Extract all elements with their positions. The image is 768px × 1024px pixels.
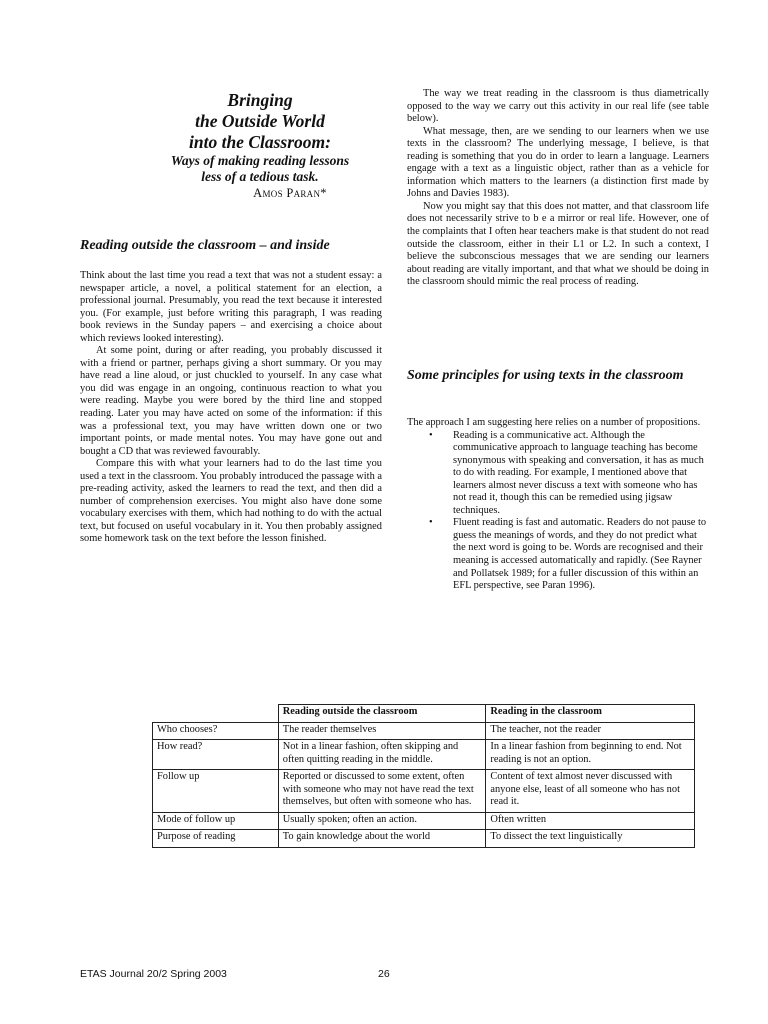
table-cell: Who chooses?: [153, 722, 279, 740]
table-cell: Purpose of reading: [153, 830, 279, 848]
paragraph: Think about the last time you read a text that was not a student essay: a newspaper article, a novel, a political statement for an election, a professional journal. Presumably, you read the text because it interested you. (For example, just before writing this paragraph, I was reading book reviews in the Sunday papers – and exercising a choice about which reviews looked interesting).: [80, 270, 382, 344]
right-column-body: [407, 88, 709, 289]
table-cell: Often written: [486, 812, 695, 830]
table-cell: Usually spoken; often an action.: [278, 812, 486, 830]
list-item-text: Reading is a communicative act. Although the communicative approach to language teaching has become synonymous with speaking and conversation, it has as much to do with reading. For example, I mentioned above that learners almost never discuss a text with someone who has not read it, though this can be remedied using jigsaw techniques.: [453, 429, 704, 516]
paragraph: What message, then, are we sending to our learners when we use texts in the classroom? The underlying message, I believe, is that reading is something that you do in order to learn a language. Learners engage with a text as a linguistic object, rather than as a vehicle for information which matters to the learners (a distinction first made by Johns and Davies 1983).: [407, 125, 709, 200]
table-row: [153, 770, 695, 813]
table-cell: Reported or discussed to some extent, often with someone who may not have read the text themselves, but often with someone who has.: [278, 770, 486, 813]
left-column-body: [80, 270, 382, 546]
article-title-block: [80, 90, 440, 201]
title-line-1: Bringing: [227, 90, 293, 110]
paragraph: Now you might say that this does not matter, and that classroom life does not necessarily strive to b e a mirror or real life. However, one of the complaints that I often hear teachers make is that student do not read outside the classroom, either in their L1 or L2. In such a context, I believe the subconscious messages that we are sending our learners about reading are vitally important, and that what we should be doing in the classroom should mimic the real process of reading.: [407, 200, 709, 288]
table-cell: Mode of follow up: [153, 812, 279, 830]
table-cell: Content of text almost never discussed with anyone else, least of all someone who has not read it.: [486, 770, 695, 813]
bullet-icon: •: [429, 517, 433, 529]
table-row: [153, 830, 695, 848]
table-header-row: [153, 705, 695, 723]
table-row: [153, 722, 695, 740]
table-cell: How read?: [153, 740, 279, 770]
table-cell: In a linear fashion from beginning to end. Not reading is not an option.: [486, 740, 695, 770]
title-line-2: the Outside World: [195, 111, 325, 131]
subtitle-line-1: Ways of making reading lessons: [170, 153, 350, 168]
table-cell: Follow up: [153, 770, 279, 813]
table-row: [153, 740, 695, 770]
left-section-heading: Reading outside the classroom – and inside: [80, 238, 330, 253]
comparison-table: [152, 704, 695, 848]
principles-section: [407, 417, 709, 593]
subtitle-line-2: less of a tedious task.: [201, 169, 319, 184]
paragraph: The way we treat reading in the classroom is thus diametrically opposed to the way we carry out this activity in our real life (see table below).: [407, 88, 709, 125]
principles-list: [407, 430, 709, 593]
table-cell: The reader themselves: [278, 722, 486, 740]
paragraph: Compare this with what your learners had to do the last time you used a text in the classroom. You probably introduced the passage with a pre-reading activity, asked the learners to read the text, and then did a number of comprehension exercises. You might also have done some vocabulary exercises with them, which had nothing to do with the actual text, but focused on useful vocabulary in it. You then probably assigned some homework task on the text before the lesson finished.: [80, 458, 382, 545]
bullet-icon: •: [429, 429, 433, 441]
table-header-cell: Reading outside the classroom: [278, 705, 486, 723]
table-cell: To dissect the text linguistically: [486, 830, 695, 848]
title-line-3: into the Classroom:: [189, 132, 331, 152]
right-section-heading: Some principles for using texts in the classroom: [407, 368, 684, 383]
author-name: Amos Paran*: [253, 186, 327, 200]
table-cell: To gain knowledge about the world: [278, 830, 486, 848]
footer-journal-name: ETAS Journal 20/2 Spring 2003: [80, 968, 227, 980]
paragraph: At some point, during or after reading, you probably discussed it with a friend or partner, perhaps giving a short summary. Or you may have read a line aloud, or just chuckled to yourself. In any case what you did was engage in an ongoing, continuous reaction to what you were reading. Maybe you were bored by the third line and stopped reading. Later you may have acted on some of the information: if this was a professional text, you may have written down one or two important points, or made mental notes. You may have gone out and bought a CD that was reviewed favourably.: [80, 345, 382, 457]
table-cell: The teacher, not the reader: [486, 722, 695, 740]
table-header-cell: [153, 705, 279, 723]
principles-intro: The approach I am suggesting here relies on a number of propositions.: [407, 417, 701, 428]
list-item: [407, 517, 709, 592]
table-cell: Not in a linear fashion, often skipping and often quitting reading in the middle.: [278, 740, 486, 770]
list-item-text: Fluent reading is fast and automatic. Readers do not pause to guess the meanings of words, and they do not predict what the next word is going to be. Words are recognised and their meaning is accessed automatically and rapidly. (See Rayner and Pollatsek 1989; for a fuller discussion of this within an EFL perspective, see Paran 1996).: [453, 517, 707, 592]
list-item: [407, 430, 709, 518]
page-number: 26: [378, 968, 390, 980]
table-row: [153, 812, 695, 830]
table-header-cell: Reading in the classroom: [486, 705, 695, 723]
